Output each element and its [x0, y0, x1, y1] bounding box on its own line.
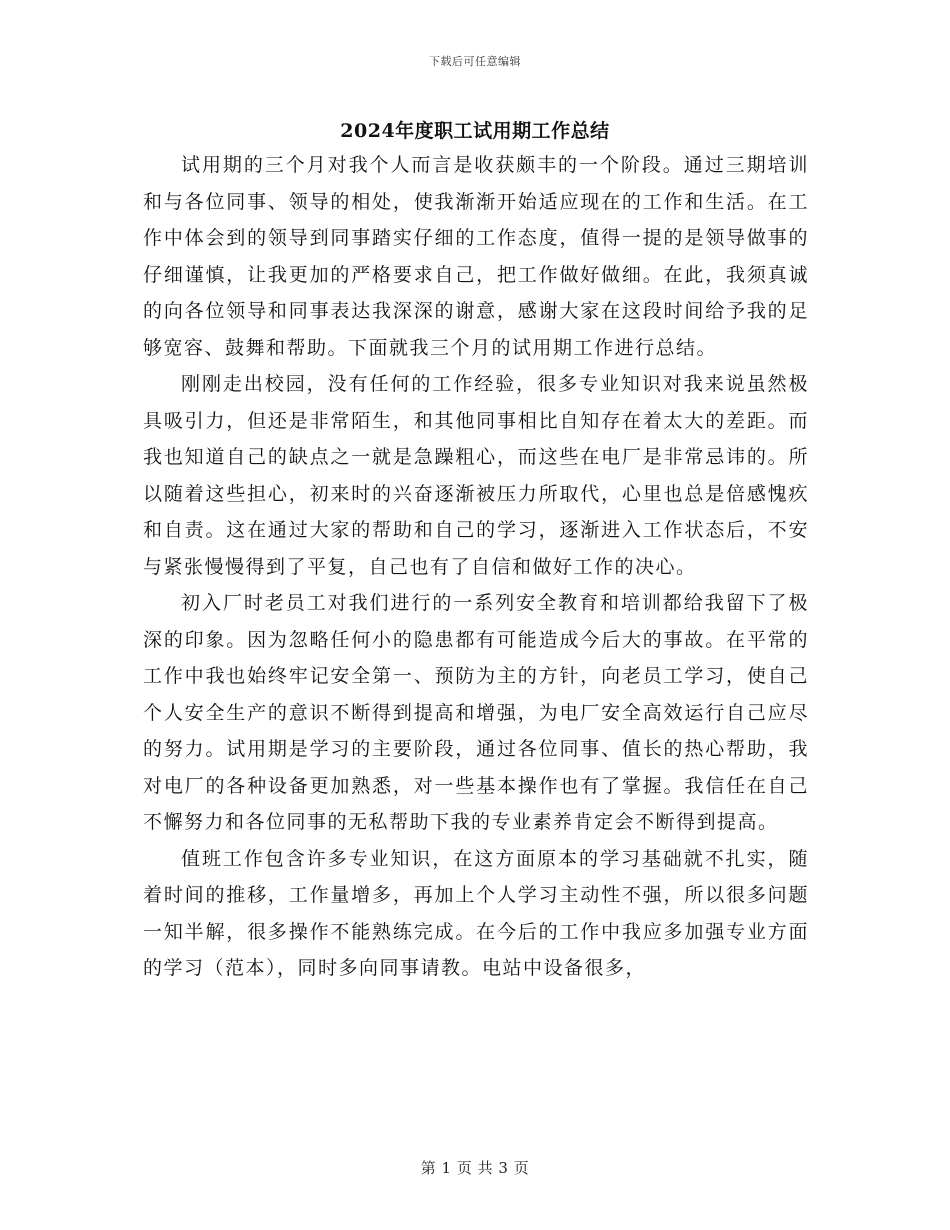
paragraph-3: 初入厂时老员工对我们进行的一系列安全教育和培训都给我留下了极深的印象。因为忽略任何小的隐患都有可能造成今后大的事故。在平常的工作中我也始终牢记安全第一、预防为主的方针，向老员工学习，使自己个人安全生产的意识不断得到提高和增强，为电厂安全高效运行自己应尽的努力。试用期是学习的主要阶段，通过各位同事、值长的热心帮助，我对电厂的各种设备更加熟悉，对一些基本操作也有了掌握。我信任在自己不懈努力和各位同事的无私帮助下我的专业素养肯定会不断得到提高。: [143, 592, 809, 833]
paragraph-2: 刚刚走出校园，没有任何的工作经验，很多专业知识对我来说虽然极具吸引力，但还是非常陌生，和其他同事相比自知存在着太大的差距。而我也知道自己的缺点之一就是急躁粗心，而这些在电厂是非常忌讳的。所以随着这些担心，初来时的兴奋逐渐被压力所取代，心里也总是倍感愧疚和自责。这在通过大家的帮助和自己的学习，逐渐进入工作状态后，不安与紧张慢慢得到了平复，自己也有了自信和做好工作的决心。: [143, 373, 809, 578]
paragraph-1: 试用期的三个月对我个人而言是收获颇丰的一个阶段。通过三期培训和与各位同事、领导的相处，使我渐渐开始适应现在的工作和生活。在工作中体会到的领导到同事踏实仔细的工作态度，值得一提的是领导做事的仔细谨慎，让我更加的严格要求自己，把工作做好做细。在此，我须真诚的向各位领导和同事表达我深深的谢意，感谢大家在这段时间给予我的足够宽容、鼓舞和帮助。下面就我三个月的试用期工作进行总结。: [143, 154, 809, 359]
document-title: 2024年度职工试用期工作总结: [340, 120, 610, 142]
page-number-footer: 第 1 页 共 3 页: [420, 1159, 530, 1177]
page-header-note: 下载后可任意编辑: [429, 55, 521, 68]
paragraph-4: 值班工作包含许多专业知识，在这方面原本的学习基础就不扎实，随着时间的推移，工作量增多，再加上个人学习主动性不强，所以很多问题一知半解，很多操作不能熟练完成。在今后的工作中我应多加强专业方面的学习（范本），同时多向同事请教。电站中设备很多，: [143, 847, 809, 979]
document-body: [143, 147, 809, 987]
